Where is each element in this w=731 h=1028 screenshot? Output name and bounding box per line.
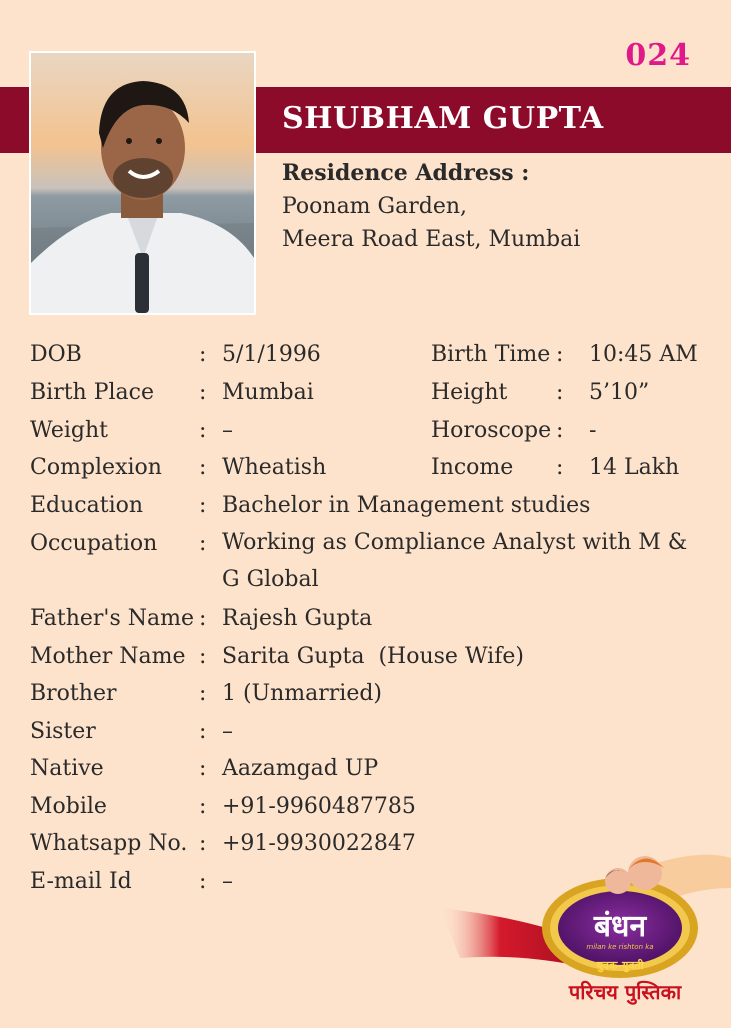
separator: : xyxy=(199,606,207,631)
complexion-label: Complexion xyxy=(30,455,162,480)
address-line-1: Poonam Garden, xyxy=(282,194,468,219)
mobile-value: +91-9960487785 xyxy=(222,794,416,819)
separator: : xyxy=(199,831,207,856)
weight-label: Weight xyxy=(30,418,108,443)
separator: : xyxy=(199,644,207,669)
separator: : xyxy=(199,531,207,556)
weight-value: – xyxy=(222,418,233,443)
row-mother xyxy=(0,644,731,682)
horoscope-value: - xyxy=(589,418,597,443)
birth-place-label: Birth Place xyxy=(30,380,155,405)
profile-photo xyxy=(29,51,256,315)
height-value: 5’10” xyxy=(589,380,650,405)
mother-label: Mother Name xyxy=(30,644,186,669)
height-label: Height xyxy=(431,380,508,405)
separator: : xyxy=(199,681,207,706)
income-label: Income xyxy=(431,455,514,480)
dob-label: DOB xyxy=(30,342,82,367)
separator: : xyxy=(199,794,207,819)
birth-place-value: Mumbai xyxy=(222,380,314,405)
bandhan-logo xyxy=(440,848,731,1024)
row-native xyxy=(0,756,731,794)
separator: : xyxy=(199,756,207,781)
whatsapp-label: Whatsapp No. xyxy=(30,831,188,856)
logo-tagline: milan ke rishton ka xyxy=(586,943,654,951)
whatsapp-value: +91-9930022847 xyxy=(222,831,416,856)
brother-label: Brother xyxy=(30,681,117,706)
logo-bottom-text: परिचय पुस्तिका xyxy=(568,980,682,1004)
occupation-value: Working as Compliance Analyst with M & G Global xyxy=(222,530,688,592)
address-title: Residence Address : xyxy=(282,160,530,186)
birth-time-value: 10:45 AM xyxy=(589,342,698,367)
father-value: Rajesh Gupta xyxy=(222,606,373,631)
separator: : xyxy=(199,719,207,744)
row-complexion xyxy=(0,455,731,493)
candidate-name: SHUBHAM GUPTA xyxy=(282,101,604,136)
logo-main-text: बंधन xyxy=(593,909,647,944)
sister-value: – xyxy=(222,719,233,744)
separator: : xyxy=(199,380,207,405)
sister-label: Sister xyxy=(30,719,96,744)
separator: : xyxy=(556,342,564,367)
row-weight xyxy=(0,418,731,456)
separator: : xyxy=(556,455,564,480)
separator: : xyxy=(556,380,564,405)
brother-value: 1 (Unmarried) xyxy=(222,681,383,706)
row-birth-place xyxy=(0,380,731,418)
email-label: E-mail Id xyxy=(30,869,132,894)
native-label: Native xyxy=(30,756,104,781)
mobile-label: Mobile xyxy=(30,794,107,819)
row-sister xyxy=(0,719,731,757)
separator: : xyxy=(556,418,564,443)
income-value: 14 Lakh xyxy=(589,455,680,480)
father-label: Father's Name xyxy=(30,606,195,631)
complexion-value: Wheatish xyxy=(222,455,327,480)
row-father xyxy=(0,606,731,644)
education-value: Bachelor in Management studies xyxy=(222,493,591,518)
row-brother xyxy=(0,681,731,719)
address-line-2: Meera Road East, Mumbai xyxy=(282,227,581,252)
logo-sub-text: युवक-युवती xyxy=(596,959,644,972)
separator: : xyxy=(199,455,207,480)
email-value: – xyxy=(222,869,233,894)
profile-number: 024 xyxy=(625,38,691,73)
separator: : xyxy=(199,493,207,518)
horoscope-label: Horoscope xyxy=(431,418,552,443)
education-label: Education xyxy=(30,493,144,518)
row-dob xyxy=(0,342,731,380)
separator: : xyxy=(199,342,207,367)
row-mobile xyxy=(0,794,731,832)
separator: : xyxy=(199,869,207,894)
mother-value: Sarita Gupta (House Wife) xyxy=(222,644,524,669)
dob-value: 5/1/1996 xyxy=(222,342,321,367)
birth-time-label: Birth Time xyxy=(431,342,551,367)
occupation-label: Occupation xyxy=(30,531,158,556)
native-value: Aazamgad UP xyxy=(222,756,379,781)
separator: : xyxy=(199,418,207,443)
